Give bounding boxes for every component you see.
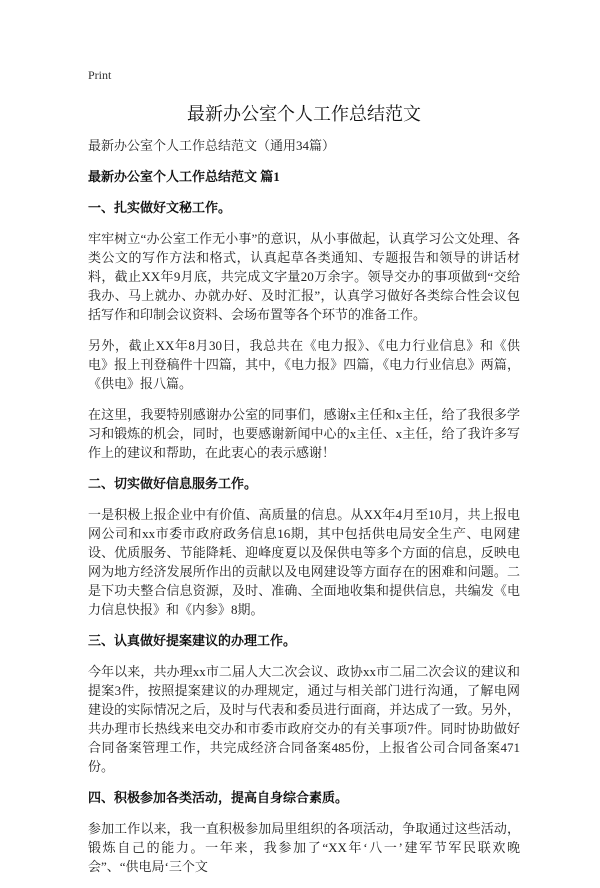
section-heading: 三、认真做好提案建议的办理工作。 <box>88 633 297 648</box>
document-subtitle: 最新办公室个人工作总结范文（通用34篇） <box>88 138 336 153</box>
document-page <box>88 68 520 888</box>
paragraph: 在这里，我要特别感谢办公室的同事们，感谢x主任和x主任，给了我很多学习和锻炼的机会，同时，也要感谢新闻中心的x主任、x主任，给了我许多写作上的建议和帮助，在此衷心的表示感谢！ <box>88 407 520 460</box>
section-heading: 一、扎实做好文秘工作。 <box>88 200 232 215</box>
article-heading: 最新办公室个人工作总结范文 篇1 <box>88 169 280 184</box>
paragraph: 今年以来，共办理xx市二届人大二次会议、政协xx市二届二次会议的建议和提案3件，按照提案建议的办理规定，通过与相关部门进行沟通，了解电网建设的实际情况之后，及时与代表和委员进行面商，并达成了一致。另外，共办理市长热线来电交办和市委市政府交办的有关事项7件。同时协助做好合同备案管理工作，共完成经济合同备案485份，上报省公司合同备案471份。 <box>88 664 520 774</box>
paragraph: 另外，截止XX年8月30日，我总共在《电力报》、《电力行业信息》和《供电》报上刊登稿件十四篇，其中，《电力报》四篇，《电力行业信息》两篇，《供电》报八篇。 <box>88 338 520 391</box>
paragraph: 牢牢树立“办公室工作无小事”的意识，从小事做起，认真学习公文处理、各类公文的写作方法和格式，认真起草各类通知、专题报告和领导的讲话材料，截止XX年9月底，共完成文字量20万余字。领导交办的事项做到“交给我办、马上就办、办就办好、及时汇报”，认真学习做好各类综合性会议包括写作和印制会议资料、会场布置等各个环节的准备工作。 <box>88 231 520 322</box>
print-link[interactable]: Print <box>88 68 112 82</box>
paragraph: 参加工作以来，我一直积极参加局里组织的各项活动，争取通过这些活动，锻炼自己的能力。一年来，我参加了“XX年‘八一’建军节军民联欢晚会”、“供电局‘三个文 <box>88 821 520 874</box>
paragraph: 一是积极上报企业中有价值、高质量的信息。从XX年4月至10月，共上报电网公司和xx市委市政府政务信息16期，其中包括供电局安全生产、电网建设、优质服务、节能降耗、迎峰度夏以及保供电等多个方面的信息，反映电网为地方经济发展所作出的贡献以及电网建设等方面存在的困难和问题。二是下功夫整合信息资源，及时、准确、全面地收集和提供信息，共编发《电力信息快报》和《内参》8期。 <box>88 507 520 617</box>
section-heading: 二、切实做好信息服务工作。 <box>88 476 258 491</box>
section-heading: 四、积极参加各类活动，提高自身综合素质。 <box>88 790 349 805</box>
document-title: 最新办公室个人工作总结范文 <box>187 104 421 125</box>
